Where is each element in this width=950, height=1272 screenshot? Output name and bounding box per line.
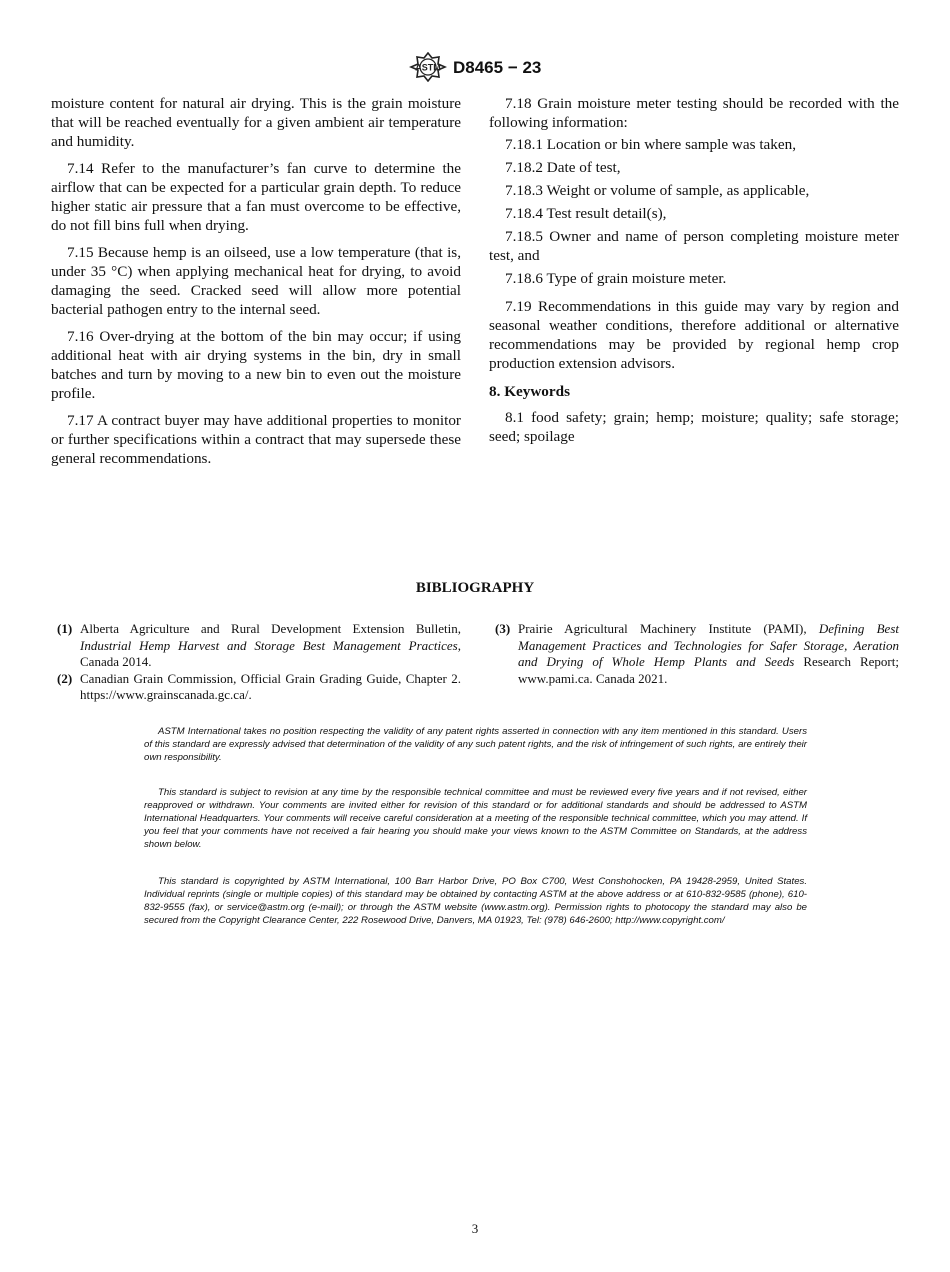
revision-notice-text: This standard is subject to revision at any time by the responsible technical committee and must be reviewed every five years and if not revised, either reapproved or withdrawn. Your comments are invited either for revision of this standard or for additional standards and should be addressed to ASTM International Headquarters. Your comments will receive careful consideration at a meeting of the responsible technical committee, which you may attend. If you feel that your comments have not received a fair hearing you should make your views known to the ASTM Committee on Standards, at the address shown below. <box>144 787 807 850</box>
astm-logo-icon <box>409 52 447 82</box>
paragraph-7-13-continued: moisture content for natural air drying. This is the grain moisture that will be reached eventually for a given ambient air temperature and humidity. <box>51 95 461 150</box>
bibliography-text: Canadian Grain Commission, Official Grain Grading Guide, Chapter 2. https://www.grainscanada.gc.ca/. <box>80 670 461 702</box>
bibliography-title: BIBLIOGRAPHY <box>415 580 535 596</box>
bibliography-number: (3) <box>495 621 511 636</box>
paragraph-7-18: 7.18 Grain moisture meter testing should be recorded with the following information: <box>489 95 899 131</box>
list-item-7-18-5: 7.18.5 Owner and name of person completing moisture meter test, and <box>489 228 899 264</box>
svg-text:ASTM: ASTM <box>415 62 441 73</box>
bibliography-tail: , Canada 2014. <box>80 637 461 669</box>
bibliography-left <box>51 621 461 704</box>
left-column <box>51 94 461 476</box>
bibliography-entry <box>489 621 899 687</box>
bibliography-title-italic: Industrial Hemp Harvest and Storage Best Management Practices <box>80 637 458 653</box>
bibliography-right <box>489 621 899 687</box>
keywords-text: 8.1 food safety; grain; hemp; moisture; quality; safe storage; seed; spoilage <box>489 409 899 445</box>
page-header <box>0 52 950 86</box>
copyright-notice <box>144 875 807 927</box>
bibliography-number: (1) <box>57 621 73 636</box>
standard-designation: D8465 − 23 <box>453 58 542 77</box>
patent-notice <box>144 725 807 764</box>
bibliography-entry <box>51 621 461 671</box>
right-column <box>489 94 899 454</box>
paragraph-7-19: 7.19 Recommendations in this guide may vary by region and seasonal weather conditions, therefore additional or alternative recommendations may be provided by regional hemp crop production extension advisors. <box>489 298 899 372</box>
paragraph-7-15: 7.15 Because hemp is an oilseed, use a low temperature (that is, under 35 °C) when applying mechanical heat for drying, to avoid damaging the seed. Cracked seed will allow more potential bacterial pathogen entry to the internal seed. <box>51 244 461 318</box>
bibliography-text: Prairie Agricultural Machinery Institute (PAMI), <box>518 621 807 636</box>
keywords-heading: 8. Keywords <box>489 383 570 400</box>
bibliography-tail: Research Report; www.pami.ca. Canada 2021. <box>518 654 899 686</box>
bibliography-title-italic: Defining Best Management Practices and Technologies for Safer Storage, Aeration and Drying of Whole Hemp Plants and Seeds <box>518 621 899 669</box>
list-item-7-18-1: 7.18.1 Location or bin where sample was taken, <box>505 136 797 153</box>
patent-notice-text: ASTM International takes no position respecting the validity of any patent rights asserted in connection with any item mentioned in this standard. Users of this standard are expressly advised that determination of the validity of any such patent rights, and the risk of infringement of such rights, are entirely their own responsibility. <box>144 726 807 763</box>
list-item-7-18-2: 7.18.2 Date of test, <box>505 159 621 176</box>
copyright-notice-text: This standard is copyrighted by ASTM International, 100 Barr Harbor Drive, PO Box C700, West Conshohocken, PA 19428-2959, United States. Individual reprints (single or multiple copies) of this standard may be obtained by contacting ASTM at the above address or at 610-832-9585 (phone), 610-832-9555 (fax), or service@astm.org (e-mail); or through the ASTM website (www.astm.org). Permission rights to photocopy the standard may also be secured from the Copyright Clearance Center, 222 Rosewood Drive, Danvers, MA 01923, Tel: (978) 646-2600; http://www.copyright.com/ <box>144 876 807 926</box>
page-number: 3 <box>471 1221 479 1236</box>
bibliography-text: Alberta Agriculture and Rural Development Extension Bulletin, <box>80 621 461 636</box>
list-item-7-18-6: 7.18.6 Type of grain moisture meter. <box>505 270 727 287</box>
paragraph-7-14: 7.14 Refer to the manufacturer’s fan curve to determine the airflow that can be expected for a particular grain depth. To reduce higher static air pressure that a fan must overcome to be effective, do not fill bins full when drying. <box>51 160 461 234</box>
paragraph-7-17: 7.17 A contract buyer may have additional properties to monitor or further specifications within a contract that may supersede these general recommendations. <box>51 412 461 467</box>
bibliography-entry <box>51 671 461 704</box>
paragraph-7-16: 7.16 Over-drying at the bottom of the bin may occur; if using additional heat with air drying systems in the bin, dry in small batches and turn by moving to a new bin to even out the moisture profile. <box>51 328 461 402</box>
list-item-7-18-4: 7.18.4 Test result detail(s), <box>505 205 667 222</box>
revision-notice <box>144 786 807 851</box>
bibliography-number: (2) <box>57 670 73 686</box>
list-item-7-18-3: 7.18.3 Weight or volume of sample, as applicable, <box>505 182 810 199</box>
